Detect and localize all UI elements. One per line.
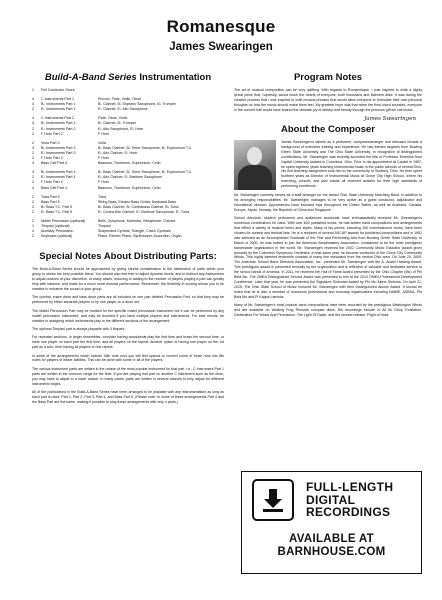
banner-available: AVAILABLE AT bbox=[289, 533, 374, 545]
instrument-list: Bassoon, Trombone, Euphonium, Cello bbox=[98, 185, 161, 190]
instrument-row bbox=[32, 210, 224, 215]
instrument-list: Piccolo, Flute, Violin, Oboe bbox=[98, 97, 142, 102]
about-paragraph: Mr. Swearingen currently serves as a staff arranger for the famed Ohio State University Marching Band. In addition to his arranging responsibilities, Mr. Swearingen manages to be very active as a guest conductor, adjudicator and educational clinician. Appearances have included trips throughout the United States, as well as Australia, Canada, Europe, Japan, Norway, the Republic of China and Singapore. bbox=[234, 193, 422, 212]
instrument-part-name: E♭ Instruments Part 4 bbox=[41, 175, 76, 180]
instrument-count: 4 bbox=[32, 102, 34, 107]
instrumentation-heading: Build-A-Band Series Instrumentation bbox=[44, 72, 212, 83]
about-paragraph: Many of Mr. Swearingen's most popular band compositions have been recorded by the prestigious Washington Winds and are available on Walking Frog Records compact discs. His recordings include In All Its Glory, Exaltation, Celebration For Winds And Percussion, The Light Of Dawn, and the newest release, Flight of Valor. bbox=[234, 303, 422, 317]
instrument-count: 2 bbox=[32, 209, 34, 214]
special-notes-paragraph: The optional Timpani part is always playable with 3 timpani. bbox=[32, 326, 126, 331]
right-column bbox=[234, 72, 422, 321]
instrument-part-name: Bass Clef Part 4 bbox=[41, 185, 67, 190]
instrument-row bbox=[32, 132, 224, 137]
instrument-list: E♭ Alto Saxophone, E♭ Horn bbox=[98, 126, 144, 131]
program-notes-body: The art of musical composition can be very uplifting. With regards to Romanesque, I was inspired to write a highly lyrical piece that, hopefully, would touch the hearts of everyone, both musicians and listeners alike. It was during the creative process that I was inspired to craft musical phrases that would allow everyone to formulate their own personal thoughts on how the music should make them feel. My greatest hope was that when the final chord sounded, everyone in the concert hall would have shared the ultimate joy of artistry and beauty through the precious gift we call music. bbox=[234, 88, 422, 112]
program-notes-heading: Program Notes bbox=[293, 72, 363, 83]
instrument-list: Viola bbox=[98, 140, 106, 145]
instrument-list: Bassoon, Trombone, Euphonium, Cello bbox=[98, 161, 161, 166]
instrument-row bbox=[32, 186, 224, 191]
instrument-count: 1 bbox=[32, 224, 34, 229]
recordings-banner bbox=[241, 471, 422, 574]
instrument-part-name: F Horn Part 3 bbox=[41, 156, 63, 161]
instrument-list: Suspended Cymbal, Triangle, Crash Cymbals bbox=[98, 229, 171, 234]
banner-url[interactable]: BARNHOUSE.COM bbox=[277, 546, 386, 558]
composer-photo bbox=[234, 140, 276, 190]
instrument-part-name: E♭ Instruments Part 3 bbox=[41, 150, 76, 155]
instrument-count: 2 bbox=[32, 140, 34, 145]
instrument-part-name: Bass Part 5 bbox=[41, 199, 60, 204]
special-notes-heading: Special Notes About Distributing Parts: bbox=[39, 251, 217, 263]
instrument-count: 2 bbox=[32, 156, 34, 161]
instrument-part-name: F Horn Part 2 bbox=[41, 131, 63, 136]
piece-title: Romanesque bbox=[166, 17, 276, 36]
instrument-count: 4 bbox=[32, 121, 34, 126]
instrument-count: 2 bbox=[32, 150, 34, 155]
instrument-count: 2 bbox=[32, 126, 34, 131]
instrument-row bbox=[32, 107, 224, 112]
instrument-list: B♭ Bass Clarinet, B♭ Tenor Saxophone, B♭ Euphonium T.C. bbox=[98, 170, 193, 175]
instrument-list: B♭ Clarinet, B♭ Soprano Saxophone, B♭ Trumpet bbox=[98, 102, 176, 107]
instrument-part-name: Full Conductor Score bbox=[41, 88, 75, 92]
instrument-count: 1 bbox=[32, 88, 34, 92]
instrument-list: F Horn bbox=[98, 180, 109, 185]
instrument-list: Tuba bbox=[98, 194, 107, 199]
instrument-part-name: E♭ Bass T.C. Part 5 bbox=[41, 209, 72, 214]
about-intro: James Swearingen's talents as a performer, composer/arranger and educator include a background of extensive training and experience. He has earned degrees from Bowling Green State University and The Ohio State University. In recognition of distinguished contributions, Mr. Swearingen was recently accorded the title of Professor Emeritus from Capital University located in Columbus, Ohio. Prior to his appointment at Capital in 1987, he spent eighteen years teaching instrumental music in the public schools of central Ohio. His first teaching assignment took him to the community of Sunbury, Ohio. He then spent fourteen years as Director of Instrumental Music at Grove City High School, where his marching, concert, and jazz bands all received acclaim for their high standards of performing excellence. bbox=[281, 140, 422, 189]
instrument-part-name: B♭ Instruments Part 3 bbox=[41, 145, 76, 150]
composer-name: James Swearingen bbox=[169, 41, 273, 53]
instrument-count: 2 bbox=[32, 180, 34, 185]
instrument-list: E♭ Contra Alto Clarinet, E♭ Baritone Saxophone, E♭ Tuba bbox=[98, 209, 189, 214]
instrument-part-name: C Instruments Part 2 bbox=[41, 116, 74, 121]
instrument-list: E♭ Alto Clarinet, E♭ Horn bbox=[98, 150, 138, 155]
instrument-part-name: Bass Clef Part 3 bbox=[41, 161, 67, 166]
instrument-list: B♭ Clarinet, B♭ Trumpet bbox=[98, 121, 136, 126]
instrument-part-name: Tuba Part 5 bbox=[41, 194, 60, 199]
instrument-row bbox=[32, 234, 224, 239]
instrument-count: 4 bbox=[32, 97, 34, 102]
special-notes-paragraph: In some of the arrangements which include 16th note runs you will find options to convert some of those runs into 8th notes for players of lesser abilities. This can be done with some or all of the players. bbox=[32, 353, 224, 363]
instrument-list: B♭ Bass Clarinet, B♭ Tenor Saxophone, B♭ Euphonium T.C. bbox=[98, 145, 193, 150]
instrument-list: B♭ Bass Clarinet, B♭ Contrabass Clarinet, B♭ Tuba bbox=[98, 204, 179, 209]
instrument-count: 4 bbox=[32, 116, 34, 121]
special-notes-paragraph: The Build-A-Band Series should be approached by giving careful consideration to the distribution of parts within your group to obtain the best possible blend. You should also feel free to adjust dynamic levels, and to instruct any instruments to adjust octaves at your discretion. In many cases, reducing or adding to the number of players playing a part can greatly help with balance, and make for a much more musical performance. Remember, the flexibility in scoring allows you to be creative to enhance the sound of your group. bbox=[32, 267, 224, 291]
instrument-count: 2 bbox=[32, 107, 34, 112]
special-notes-paragraph: The various instrument parts are written in the octave of the most popular instrument for that part. i.e., C Instrument Part 1 parts are written in the common range for the flute. If you are playing that part on another C instrument such as the oboe, you may have to adjust to a lower octave. In many cases, parts are written in several octaves to help adjust for different instrument ranges. bbox=[32, 366, 224, 386]
banner-line-2: DIGITAL bbox=[306, 492, 356, 507]
instrument-list: F Horn bbox=[98, 156, 109, 161]
instrument-count: 2 bbox=[32, 194, 34, 199]
special-notes-paragraph: For repeated sections, in larger ensembles, consider having woodwinds play the first time and brass the second time; or have one player on each part the first time, and all players on the repeat. Another option is having one player on the 1st part as a solo, then having all players on the repeat. bbox=[32, 335, 224, 350]
instrument-part-name: Keyboard (optional) bbox=[41, 234, 73, 239]
instrument-count: 2 bbox=[32, 175, 34, 180]
instrument-count: 2 bbox=[32, 218, 34, 223]
instrument-part-name: E♭ Instruments Part 1 bbox=[41, 107, 76, 112]
download-icon bbox=[252, 479, 294, 521]
instrument-part-name: Viola Part 3 bbox=[41, 140, 60, 145]
instrument-list: Piano, Electric Piano, Synthesizer, Accordion, Organ bbox=[98, 234, 182, 239]
special-notes-paragraph: The cymbal, snare drum and bass drum parts are all included on one part labeled Percussion Part, so that they may be performed by either separate players or by one player on a drum set. bbox=[32, 295, 224, 305]
instrument-count: 2 bbox=[32, 131, 34, 136]
special-notes-paragraph: All of the publications in the Build-A-Band Series have been arranged to be playable with any instrumentation as long as each part is used: Part 1, Part 2, Part 3, Part 4, and Bass Part 5. (Please note: In some of these arrangements Part 4 and the Bass Part are the same, making it possible to play these arrangements with only 4 parts.) bbox=[32, 389, 224, 404]
instrument-part-name: Mallet Percussion (optional) bbox=[41, 218, 86, 223]
instrument-part-name: E♭ Instruments Part 2 bbox=[41, 126, 76, 131]
instrument-list: String Bass, Electric Bass Guitar, Keyboard Bass bbox=[98, 199, 177, 204]
instrument-list bbox=[98, 88, 224, 93]
instrument-part-name: B♭ Instruments Part 1 bbox=[41, 102, 76, 107]
about-paragraph: School directors, student performers and audiences worldwide have enthusiastically received Mr. Swearingen's numerous contributions for band. With over 600 published works, he has written band compositions and arrangements that reflect a variety of musical forms and styles. Many of his pieces, including 100 commissioned works, have been chosen for contest and festival lists. He is a recipient of several ASCAP awards for published compositions and in 1992 was selected as an Accomplished Graduate of the Fine and Performing Arts from Bowling Green State University. In March of 2000, he was invited to join the American Bandmasters Association, considered to be the most prestigious bandmaster organization in the world. Mr. Swearingen received the 2002 Community Music Educator Award given annually by the Columbus Symphony Orchestra. In that same year, he became conductor of the Grove City Community Winds. This highly talented ensemble consists of many fine musicians from the central Ohio area. On June 20, 2009, The American School Band Directors Association, Inc., presented Mr. Swearingen with the A. Austin Harding Award. This prestigious award is presented annually by the organization and is reflective of valuable and dedicated service to the school bands of America. In 2011, he received the Hall of Fame Award presented by the Ohio Chapter (Mu) of Phi Beta Mu. The OMEA Distinguished Service Award was presented to him at the 2014 OMEA Professional Development Conference. Later that year, he was presented the Signature Sinfonian Award by Phi Mu Alpha Sinfonia. On April 21, 2015, The Ohio State School of Music honored Mr. Swearingen with their Distinguished Alumni Award. It should be noted that he is also a member of numerous professional and honorary organizations including NAfME, ASBDA, Phi Beta Mu and Pi Kappa Lambda. bbox=[234, 216, 422, 299]
instrument-list: E♭ Clarinet, E♭ Alto Saxophone bbox=[98, 107, 148, 112]
instrument-count: 2 bbox=[32, 234, 34, 239]
instrument-part-name: B♭ Instruments Part 4 bbox=[41, 170, 76, 175]
banner-line-3: RECORDINGS bbox=[306, 505, 391, 520]
instrument-part-name: Auxiliary Percussion bbox=[41, 229, 74, 234]
instrument-part-name: F Horn Part 4 bbox=[41, 180, 63, 185]
special-notes-paragraph: The Mallet Percussion Part may be marked for the specific mallet percussion instrument but it can be performed by any mallet percussion instrument, and may be doubled if you have multiple players and instruments. For best results, be creative in assigning which instruments play in the different sections of the arrangement. bbox=[32, 308, 224, 323]
about-heading: About the Composer bbox=[281, 124, 375, 136]
banner-line-1: FULL-LENGTH bbox=[306, 480, 394, 495]
instrument-part-name: B♭ Bass T.C. Part 5 bbox=[41, 204, 72, 209]
instrumentation-list bbox=[32, 88, 224, 243]
instrument-count: 3 bbox=[32, 170, 34, 175]
left-column bbox=[32, 72, 224, 408]
instrument-list: Flute, Oboe, Violin bbox=[98, 116, 128, 121]
instrument-count: 3 bbox=[32, 145, 34, 150]
composer-signature: James Swearingen bbox=[364, 116, 416, 123]
instrument-part-name: Timpani (optional) bbox=[41, 224, 70, 229]
instrument-list: Timpani bbox=[98, 224, 111, 229]
instrument-count: 2 bbox=[32, 204, 34, 209]
instrument-row bbox=[32, 161, 224, 166]
instrument-count: 2 bbox=[32, 199, 34, 204]
instrument-part-name: C Instruments Part 1 bbox=[41, 97, 74, 102]
instrument-list: E♭ Alto Clarinet, E♭ Baritone Saxophone bbox=[98, 175, 163, 180]
instrument-count: 4 bbox=[32, 229, 34, 234]
special-notes-body bbox=[32, 267, 224, 404]
about-body bbox=[234, 193, 422, 318]
instrument-count: 4 bbox=[32, 161, 34, 166]
instrument-list: F Horn bbox=[98, 131, 109, 136]
instrument-part-name: B♭ Instruments Part 2 bbox=[41, 121, 76, 126]
instrument-count: 4 bbox=[32, 185, 34, 190]
instrument-list: Bells, Xylophone, Marimba, Vibraphone, Chimes bbox=[98, 218, 176, 223]
instrument-row bbox=[32, 88, 224, 93]
